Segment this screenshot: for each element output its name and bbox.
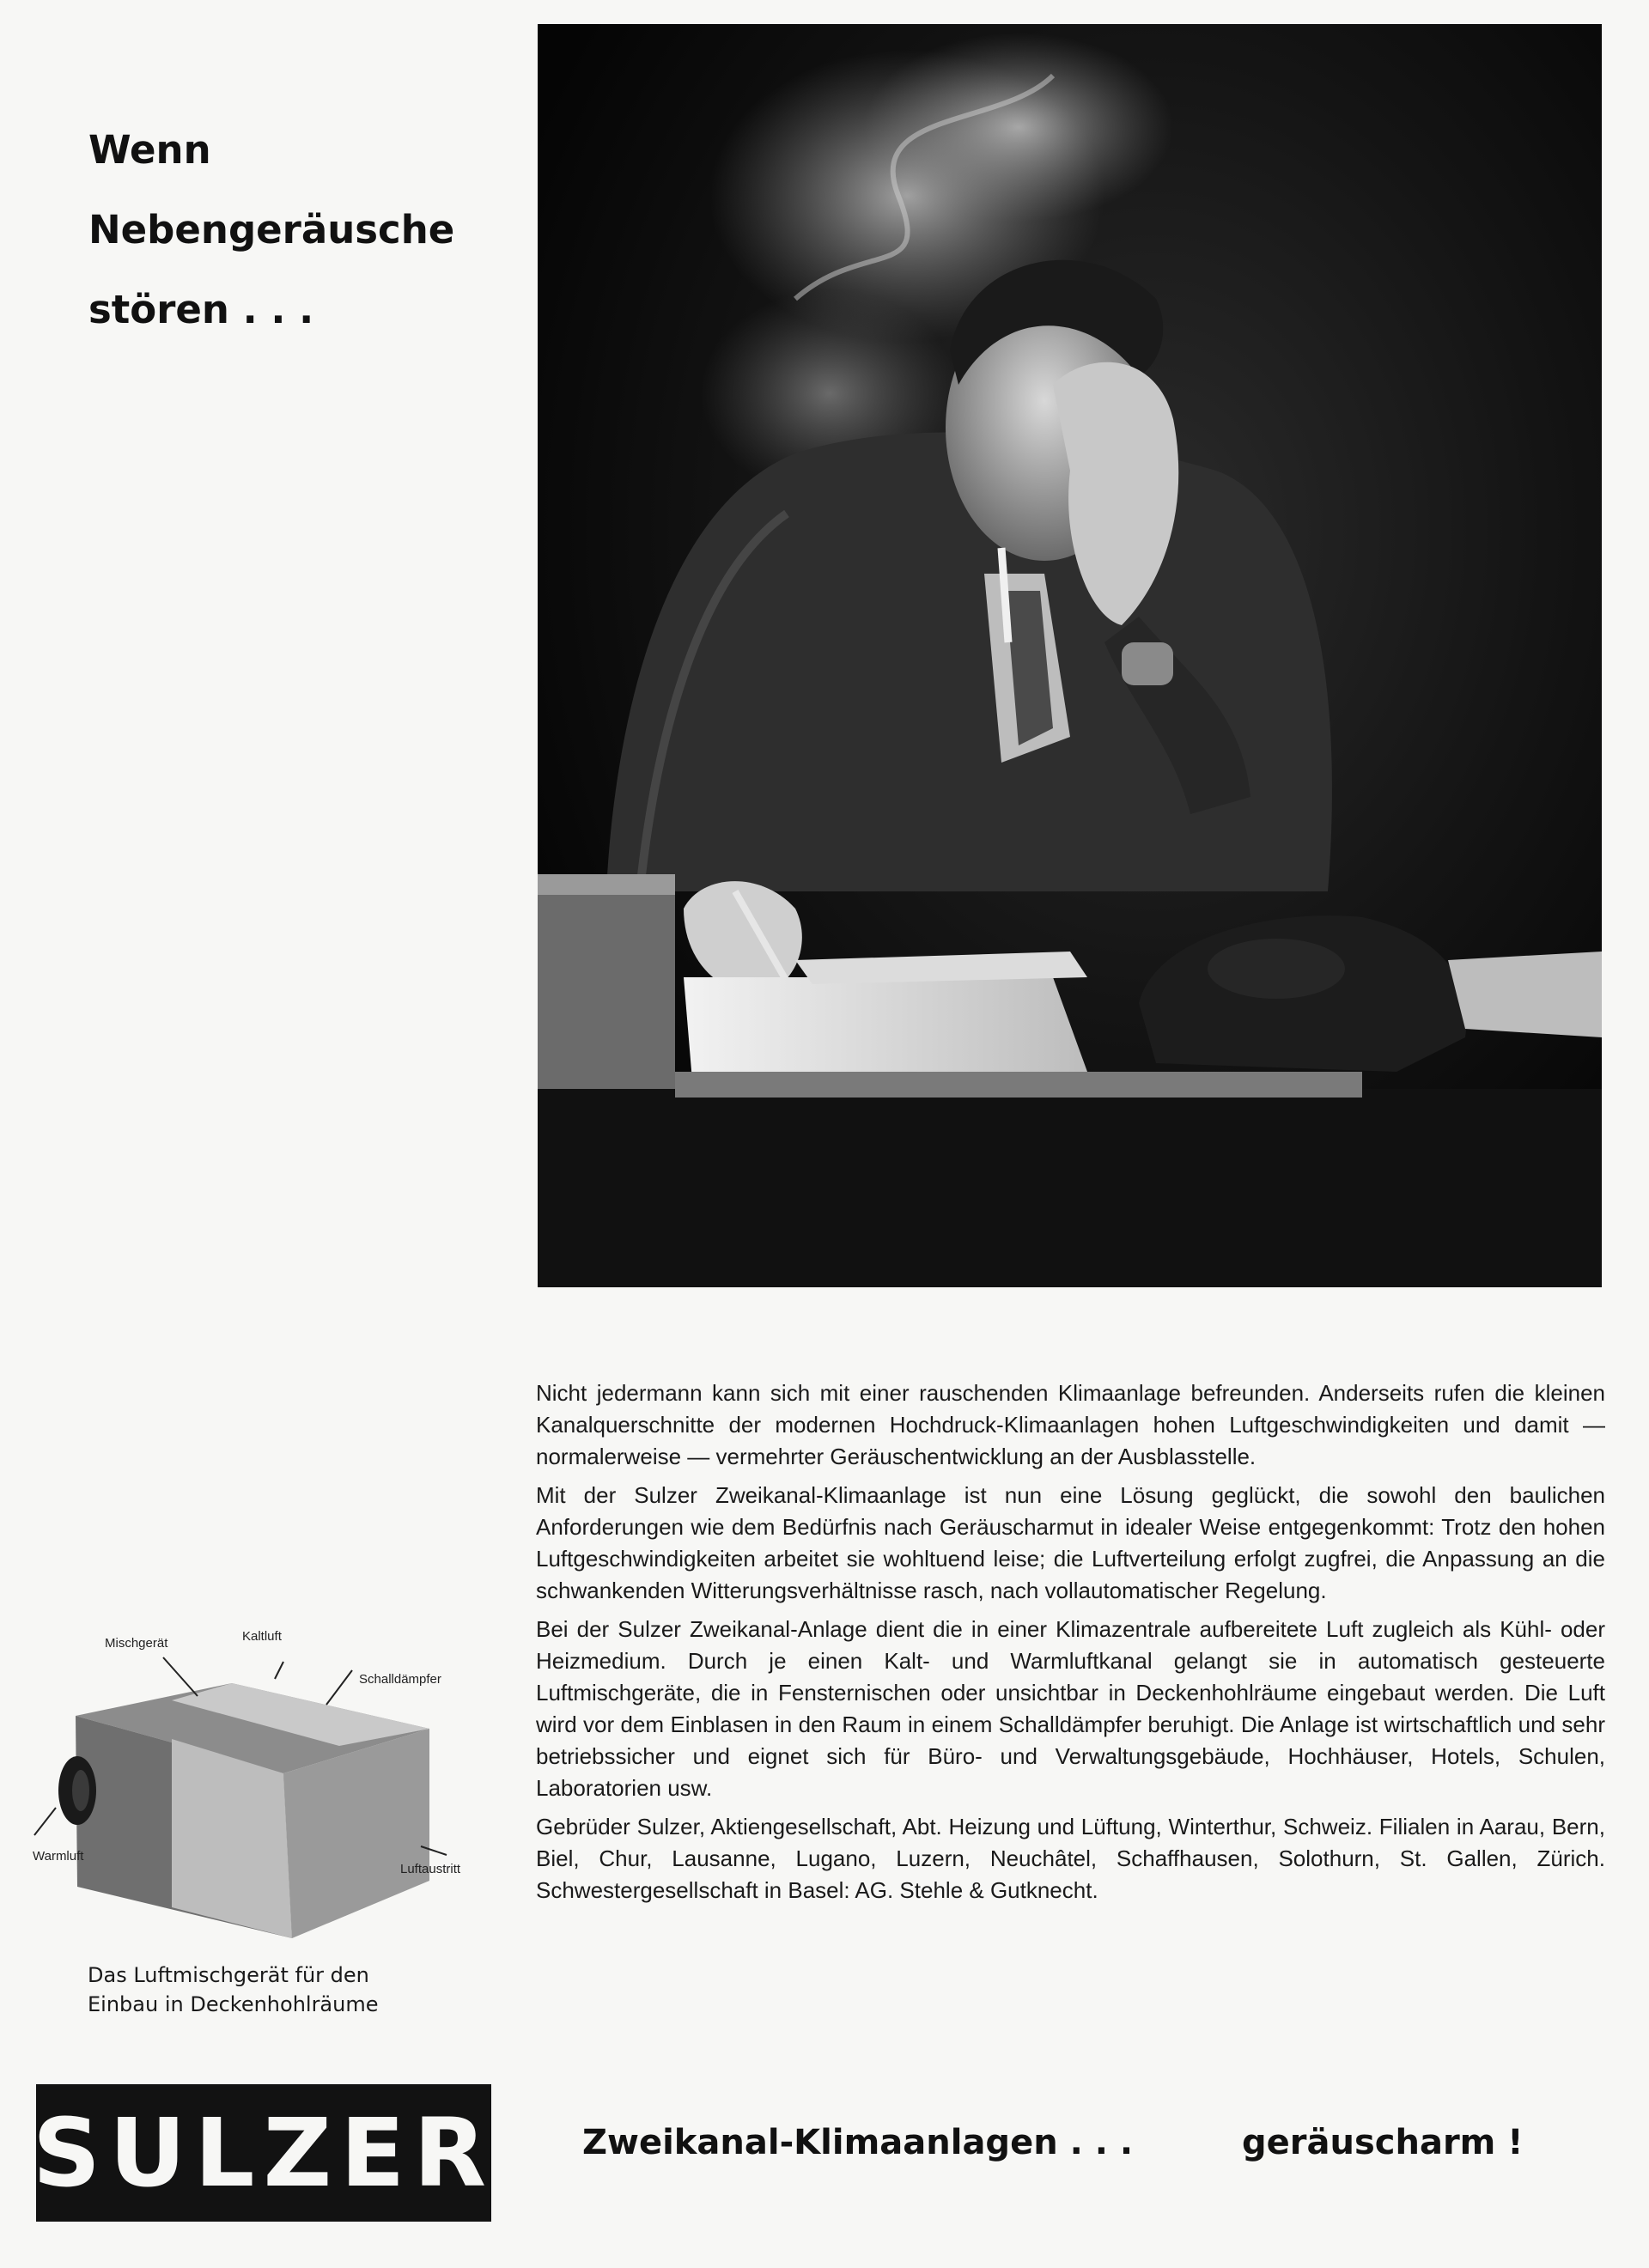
- label-mischgeraet: Mischgerät: [105, 1636, 168, 1651]
- tagline-part-2: geräuscharm !: [1242, 2123, 1524, 2162]
- caption-line-2: Einbau in Deckenhohlräume: [88, 1992, 379, 2016]
- label-warmluft: Warmluft: [33, 1849, 84, 1864]
- label-schalldaempfer: Schalldämpfer: [359, 1672, 441, 1687]
- tagline: [582, 2123, 1604, 2162]
- caption-line-1: Das Luftmischgerät für den: [88, 1963, 369, 1987]
- headline-line-3: stören . . .: [88, 287, 314, 332]
- headline-line-2: Nebengeräusche: [88, 207, 455, 252]
- body-paragraph: Bei der Sulzer Zweikanal-Anlage dient die in einer Klimazentrale aufbereitete Luft zugleich als Kühl- oder Heizmedium. Durch je einen Kalt- und Warmluftkanal gelangt sie in automatisch gesteuerte Luftmischgeräte, die in Fensternischen oder unsichtbar in Deckenhohlräume eingebaut werden. Die Luft wird vor dem Einblasen in den Raum in einem Schalldämpfer beruhigt. Die Anlage ist wirtschaftlich und sehr betriebssicher und eignet sich für Büro- und Verwaltungsgebäude, Hochhäuser, Hotels, Schulen, Laboratorien usw.: [536, 1616, 1605, 1801]
- body-paragraph: Gebrüder Sulzer, Aktiengesellschaft, Abt. Heizung und Lüftung, Winterthur, Schweiz. Filialen in Aarau, Bern, Biel, Chur, Lausanne, Lugano, Luzern, Neuchâtel, Schaffhausen, Solothurn, St. Gallen, Zürich. Schwestergesellschaft in Basel: AG. Stehle & Gutknecht.: [536, 1814, 1605, 1903]
- smoke-cloud: [864, 33, 1173, 222]
- logo-text: SULZER: [32, 2098, 496, 2208]
- desk: [538, 1089, 1602, 1287]
- photo-man-at-desk: [538, 24, 1602, 1287]
- air-mixing-unit-illustration: [26, 1629, 507, 1954]
- label-kaltluft: Kaltluft: [242, 1629, 282, 1644]
- photo-illustration: [538, 24, 1602, 1287]
- device-caption: [88, 1961, 465, 2019]
- tagline-part-1: Zweikanal-Klimaanlagen . . .: [582, 2123, 1134, 2162]
- sulzer-logo: [32, 2084, 496, 2222]
- body-paragraph: Nicht jedermann kann sich mit einer rauschenden Klimaanlage befreunden. Anderseits rufen die kleinen Kanalquerschnitte der modernen Hochdruck-Klimaanlagen hohen Luftgeschwindigkeiten und damit — normalerweise — vermehrter Geräuschentwicklung an der Ausblasstelle.: [536, 1380, 1605, 1469]
- headline-line-1: Wenn: [88, 127, 211, 173]
- watch: [1122, 642, 1173, 685]
- body-paragraph: Mit der Sulzer Zweikanal-Klimaanlage ist nun eine Lösung geglückt, die sowohl den baulichen Anforderungen wie dem Bedürfnis nach Geräuscharmut in idealer Weise entgegenkommt: Trotz den hohen Luftgeschwindigkeiten arbeitet sie wohltuend leise; die Luftverteilung erfolgt zugfrei, die Anpassung an die schwankenden Witterungsverhältnisse rasch, nach vollautomatischer Regelung.: [536, 1482, 1605, 1603]
- headline: [88, 110, 501, 350]
- papers: [684, 977, 1087, 1080]
- body-text: [536, 1377, 1605, 1913]
- label-luftaustritt: Luftaustritt: [400, 1862, 461, 1876]
